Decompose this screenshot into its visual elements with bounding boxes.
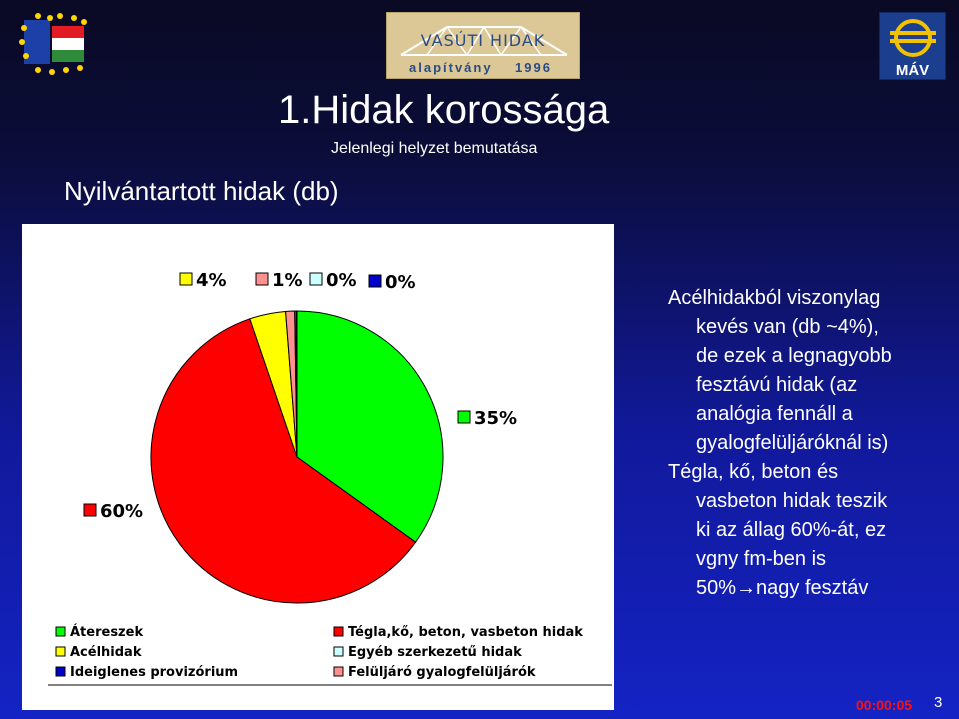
slide-title: 1.Hidak korossága	[278, 88, 610, 132]
body-line: Tégla, kő, beton és	[668, 461, 839, 483]
data-label: 1%	[272, 270, 303, 291]
legend-swatch	[334, 667, 343, 676]
data-label: 0%	[385, 272, 416, 293]
body-line: Acélhidakból viszonylag	[668, 287, 881, 309]
vasuti-hidak-logo	[386, 12, 580, 79]
flag-logo	[18, 10, 90, 78]
body-line: ki az állag 60%-át, ez	[696, 519, 887, 541]
legend-swatch	[334, 627, 343, 636]
legend-label: Felüljáró gyalogfelüljárók	[348, 665, 536, 680]
section-heading: Nyilvántartott hidak (db)	[64, 176, 339, 206]
data-label-swatch	[180, 273, 192, 285]
data-label-swatch	[310, 273, 322, 285]
mav-logo-text: MÁV	[895, 62, 930, 79]
data-label-swatch	[458, 411, 470, 423]
vasuti-logo-subtitle: alapítvány	[409, 60, 493, 75]
data-label: 35%	[474, 408, 518, 429]
legend-swatch	[56, 667, 65, 676]
slide-subtitle: Jelenlegi helyzet bemutatása	[331, 140, 538, 157]
body-text	[668, 284, 954, 603]
body-line: de ezek a legnagyobb	[696, 345, 892, 367]
vasuti-logo-year: 1996	[515, 60, 552, 75]
eu-hungarian-flag-icon	[18, 10, 90, 78]
mav-wings-icon	[886, 17, 940, 59]
body-line: vasbeton hidak teszik	[696, 490, 888, 512]
body-line: kevés van (db ~4%),	[696, 316, 879, 338]
pie-chart-panel	[22, 224, 614, 710]
slide-number: 3	[934, 694, 943, 711]
legend-label: Tégla,kő, beton, vasbeton hidak	[348, 625, 583, 640]
legend-swatch	[56, 627, 65, 636]
data-label-swatch	[256, 273, 268, 285]
data-label-swatch	[369, 275, 381, 287]
vasuti-logo-title: VASÚTI HIDAK	[420, 31, 546, 50]
body-line: fesztávú hidak (az	[696, 374, 858, 396]
body-line: vgny fm-ben is	[696, 548, 827, 570]
legend-swatch	[56, 647, 65, 656]
legend-swatch	[334, 647, 343, 656]
data-label: 60%	[100, 501, 144, 522]
mav-logo	[879, 12, 946, 80]
body-line: 50%→nagy fesztáv	[696, 577, 869, 599]
legend-label: Acélhidak	[70, 645, 142, 660]
legend-label: Ideiglenes provizórium	[70, 665, 239, 680]
legend-label: Átereszek	[70, 625, 144, 640]
pie-chart	[22, 224, 614, 710]
data-label-swatch	[84, 504, 96, 516]
body-line: analógia fennáll a	[696, 403, 853, 425]
body-line: gyalogfelüljáróknál is)	[696, 432, 889, 454]
timer: 00:00:05	[856, 697, 913, 713]
data-label: 0%	[326, 270, 357, 291]
data-label: 4%	[196, 270, 227, 291]
legend-label: Egyéb szerkezetű hidak	[348, 645, 522, 660]
